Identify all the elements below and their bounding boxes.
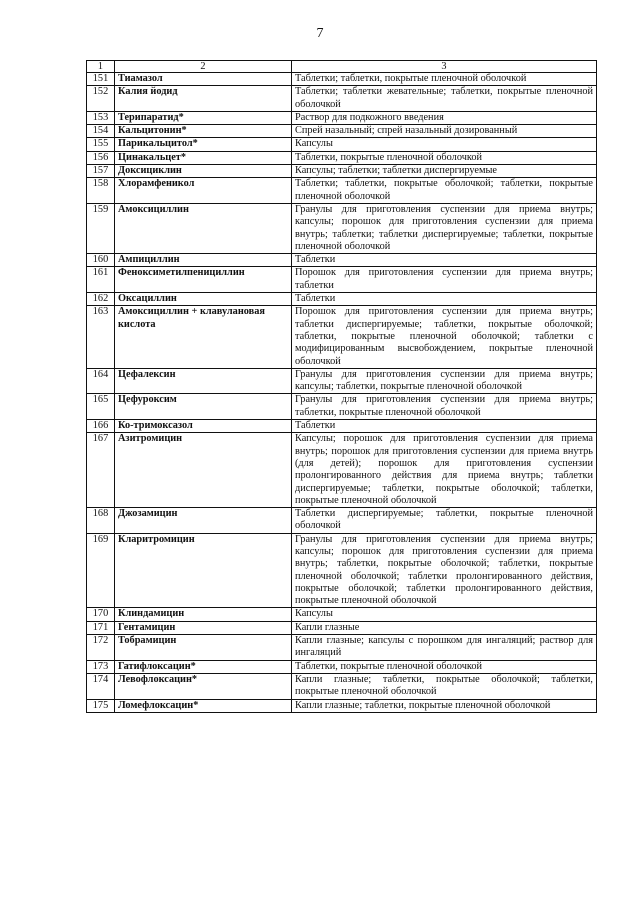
drug-name: Тиамазол — [115, 73, 292, 86]
table-row — [87, 86, 597, 112]
drug-table — [86, 60, 597, 713]
dosage-forms: Капсулы — [292, 138, 597, 151]
row-number: 153 — [87, 111, 115, 124]
drug-name: Кларитромицин — [115, 533, 292, 608]
column-header-number: 1 — [87, 61, 115, 73]
row-number: 168 — [87, 508, 115, 534]
drug-name: Парикальцитол* — [115, 138, 292, 151]
dosage-forms: Капли глазные; таблетки, покрытые оболочкой; таблетки, покрытые пленочной оболочкой — [292, 673, 597, 699]
drug-name: Гатифлоксацин* — [115, 660, 292, 673]
drug-name: Амоксициллин + клавулановая кислота — [115, 306, 292, 368]
dosage-forms: Порошок для приготовления суспензии для приема внутрь; таблетки — [292, 267, 597, 293]
row-number: 171 — [87, 621, 115, 634]
dosage-forms: Таблетки диспергируемые; таблетки, покрытые пленочной оболочкой — [292, 508, 597, 534]
table-row — [87, 111, 597, 124]
table-row — [87, 203, 597, 253]
dosage-forms: Таблетки — [292, 254, 597, 267]
drug-name: Терипаратид* — [115, 111, 292, 124]
drug-name: Цефуроксим — [115, 394, 292, 420]
drug-name: Джозамицин — [115, 508, 292, 534]
table-row — [87, 508, 597, 534]
table-row — [87, 608, 597, 621]
table-row — [87, 151, 597, 164]
table-row — [87, 254, 597, 267]
drug-name: Доксициклин — [115, 165, 292, 178]
drug-name: Феноксиметилпенициллин — [115, 267, 292, 293]
dosage-forms: Таблетки, покрытые пленочной оболочкой — [292, 151, 597, 164]
dosage-forms: Спрей назальный; спрей назальный дозированный — [292, 125, 597, 138]
table-row — [87, 635, 597, 661]
table-row — [87, 125, 597, 138]
table-row — [87, 368, 597, 394]
drug-name: Амоксициллин — [115, 203, 292, 253]
row-number: 170 — [87, 608, 115, 621]
table-row — [87, 433, 597, 508]
dosage-forms: Таблетки; таблетки, покрытые пленочной оболочкой — [292, 73, 597, 86]
table-row — [87, 420, 597, 433]
dosage-forms: Раствор для подкожного введения — [292, 111, 597, 124]
row-number: 163 — [87, 306, 115, 368]
dosage-forms: Капсулы — [292, 608, 597, 621]
dosage-forms: Гранулы для приготовления суспензии для приема внутрь; капсулы; порошок для приготовления суспензии для приема внутрь; таблетки; таблетки диспергируемые; таблетки, покрытые пленочной оболочкой — [292, 203, 597, 253]
row-number: 167 — [87, 433, 115, 508]
row-number: 155 — [87, 138, 115, 151]
row-number: 162 — [87, 293, 115, 306]
table-row — [87, 699, 597, 712]
dosage-forms: Таблетки; таблетки, покрытые оболочкой; таблетки, покрытые пленочной оболочкой — [292, 178, 597, 204]
dosage-forms: Гранулы для приготовления суспензии для приема внутрь; капсулы; таблетки, покрытые пленочной оболочкой — [292, 368, 597, 394]
column-header-forms: 3 — [292, 61, 597, 73]
drug-name: Тобрамицин — [115, 635, 292, 661]
table-row — [87, 621, 597, 634]
dosage-forms: Капли глазные; таблетки, покрытые пленочной оболочкой — [292, 699, 597, 712]
dosage-forms: Таблетки, покрытые пленочной оболочкой — [292, 660, 597, 673]
drug-name: Калия йодид — [115, 86, 292, 112]
dosage-forms: Гранулы для приготовления суспензии для приема внутрь; капсулы; порошок для приготовления суспензии для приема внутрь; таблетки, покрытые оболочкой; таблетки, покрытые пленочной оболочкой; таблетки пролонгированного действия, покрытые оболочкой; таблетки пролонгированного действия, покрытые пленочной оболочкой — [292, 533, 597, 608]
table-row — [87, 267, 597, 293]
table-row — [87, 73, 597, 86]
row-number: 154 — [87, 125, 115, 138]
table-body — [87, 73, 597, 713]
table-row — [87, 533, 597, 608]
row-number: 164 — [87, 368, 115, 394]
row-number: 151 — [87, 73, 115, 86]
dosage-forms: Капли глазные; капсулы с порошком для ингаляций; раствор для ингаляций — [292, 635, 597, 661]
dosage-forms: Капсулы; порошок для приготовления суспензии для приема внутрь; порошок для приготовления суспензии для приема внутрь (для детей); порошок для приготовления суспензии пролонгированного действия для приема внутрь; таблетки диспергируемые; таблетки, покрытые оболочкой; таблетки, покрытые пленочной оболочкой — [292, 433, 597, 508]
drug-name: Хлорамфеникол — [115, 178, 292, 204]
table-header-row — [87, 61, 597, 73]
dosage-forms: Таблетки — [292, 293, 597, 306]
drug-name: Ампициллин — [115, 254, 292, 267]
row-number: 158 — [87, 178, 115, 204]
row-number: 166 — [87, 420, 115, 433]
table-row — [87, 138, 597, 151]
row-number: 173 — [87, 660, 115, 673]
row-number: 160 — [87, 254, 115, 267]
row-number: 165 — [87, 394, 115, 420]
page-number: 7 — [316, 26, 324, 41]
drug-name: Ко-тримоксазол — [115, 420, 292, 433]
row-number: 161 — [87, 267, 115, 293]
drug-name: Гентамицин — [115, 621, 292, 634]
drug-name: Оксациллин — [115, 293, 292, 306]
row-number: 174 — [87, 673, 115, 699]
drug-name: Клиндамицин — [115, 608, 292, 621]
column-header-name: 2 — [115, 61, 292, 73]
table-row — [87, 165, 597, 178]
drug-name: Цинакальцет* — [115, 151, 292, 164]
dosage-forms: Порошок для приготовления суспензии для приема внутрь; таблетки диспергируемые; таблетки, покрытые оболочкой; таблетки, покрытые пленочной оболочкой; таблетки с модифицированным высвобождением, покрытые пленочной оболочкой — [292, 306, 597, 368]
drug-name: Левофлоксацин* — [115, 673, 292, 699]
table-row — [87, 178, 597, 204]
dosage-forms: Гранулы для приготовления суспензии для приема внутрь; таблетки, покрытые пленочной оболочкой — [292, 394, 597, 420]
dosage-forms: Таблетки — [292, 420, 597, 433]
row-number: 169 — [87, 533, 115, 608]
dosage-forms: Таблетки; таблетки жевательные; таблетки, покрытые пленочной оболочкой — [292, 86, 597, 112]
table-row — [87, 293, 597, 306]
row-number: 152 — [87, 86, 115, 112]
table-row — [87, 673, 597, 699]
drug-name: Цефалексин — [115, 368, 292, 394]
dosage-forms: Капли глазные — [292, 621, 597, 634]
drug-name: Азитромицин — [115, 433, 292, 508]
table-row — [87, 306, 597, 368]
table-row — [87, 394, 597, 420]
row-number: 172 — [87, 635, 115, 661]
drug-name: Ломефлоксацин* — [115, 699, 292, 712]
table-row — [87, 660, 597, 673]
dosage-forms: Капсулы; таблетки; таблетки диспергируемые — [292, 165, 597, 178]
row-number: 157 — [87, 165, 115, 178]
row-number: 156 — [87, 151, 115, 164]
drug-name: Кальцитонин* — [115, 125, 292, 138]
row-number: 175 — [87, 699, 115, 712]
row-number: 159 — [87, 203, 115, 253]
